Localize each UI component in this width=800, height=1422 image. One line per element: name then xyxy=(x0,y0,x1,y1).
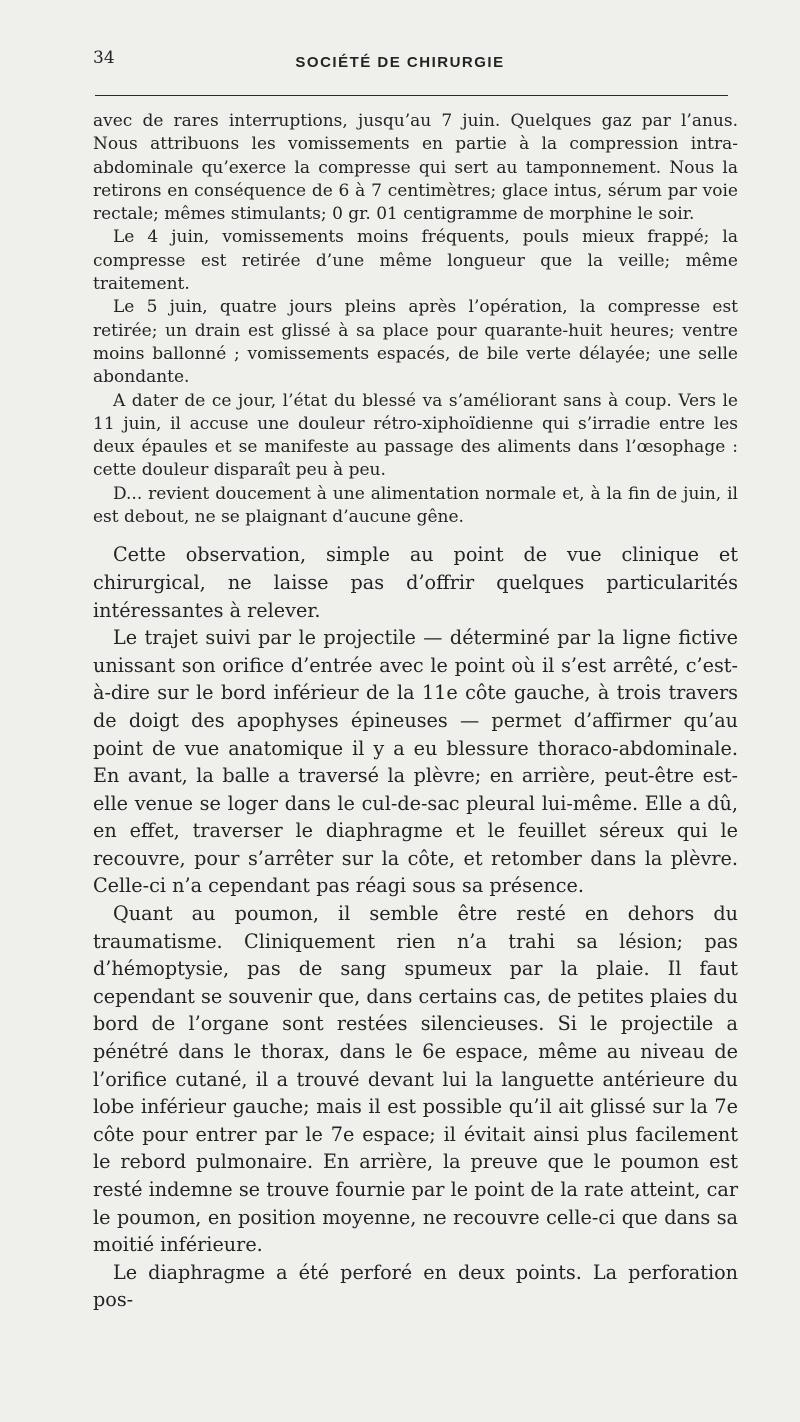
paragraph: Le trajet suivi par le projectile — déterminé par la ligne fictive unissant son orifice d’entrée avec le point où il s’est arrêté, c’est-à-dire sur le bord inférieur de la 11e côte gauche, à trois travers de doigt des apophyses épineuses — permet d’affirmer qu’au point de vue anatomique il y a eu blessure thoraco-abdominale. En avant, la balle a traversé la plèvre; en arrière, peut-être est-elle venue se loger dans le cul-de-sac pleural lui-même. Elle a dû, en effet, traverser le diaphragme et le feuillet séreux qui le recouvre, pour s’arrêter sur la côte, et retomber dans la plèvre. Celle-ci n’a cependant pas réagi sous sa présence. xyxy=(93,626,738,898)
paragraph: Le diaphragme a été perforé en deux points. La perforation pos- xyxy=(93,1260,738,1312)
paragraph: Le 4 juin, vomissements moins fréquents, pouls mieux frappé; la compresse est retirée d’une même longueur que la veille; même traitement. xyxy=(93,227,738,295)
section-gap xyxy=(93,529,738,541)
paragraph: A dater de ce jour, l’état du blessé va s’améliorant sans à coup. Vers le 11 juin, il accuse une douleur rétro-xiphoïdienne qui s’irradie entre les deux épaules et se manifeste au passage des aliments dans l’œsophage : cette douleur disparaît peu à peu. xyxy=(93,390,738,481)
paragraph: avec de rares interruptions, jusqu’au 7 juin. Quelques gaz par l’anus. Nous attribuons les vomissements en partie à la compression intra-abdominale qu’exerce la compresse qui sert au tamponnement. Nous la retirons en conséquence de 6 à 7 centimètres; glace intus, sérum par voie rectale; mêmes stimulants; 0 gr. 01 centigramme de morphine le soir. xyxy=(93,111,738,225)
paragraph: Quant au poumon, il semble être resté en dehors du traumatisme. Cliniquement rien n’a trahi sa lésion; pas d’hémoptysie, pas de sang spumeux par la plaie. Il faut cependant se souvenir que, dans certains cas, de petites plaies du bord de l’organe sont restées silencieuses. Si le projectile a pénétré dans le thorax, dans le 6e espace, même au niveau de l’orifice cutané, il a trouvé devant lui la languette antérieure du lobe inférieur gauche; mais il est possible qu’il ait glissé sur la 7e côte pour entrer par le 7e espace; il évitait ainsi plus facilement le rebord pulmonaire. En arrière, la preuve que le poumon est resté indemne se trouve fournie par le point de la rate atteint, car le poumon, en position moyenne, ne recouvre celle-ci que dans sa moitié inférieure. xyxy=(93,902,738,1257)
page-number: 34 xyxy=(93,48,115,68)
body-text xyxy=(93,110,738,1314)
running-title: SOCIÉTÉ DE CHIRURGIE xyxy=(295,54,505,71)
header-rule xyxy=(95,95,728,96)
paragraph: D... revient doucement à une alimentation normale et, à la fin de juin, il est debout, ne se plaignant d’aucune gêne. xyxy=(93,483,738,528)
paragraph: Le 5 juin, quatre jours pleins après l’opération, la compresse est retirée; un drain est glissé à sa place pour quarante-huit heures; ventre moins ballonné ; vomissements espacés, de bile verte délayée; une selle abondante. xyxy=(93,297,738,388)
paragraph: Cette observation, simple au point de vue clinique et chirurgical, ne laisse pas d’offrir quelques particularités intéressantes à relever. xyxy=(93,543,738,622)
